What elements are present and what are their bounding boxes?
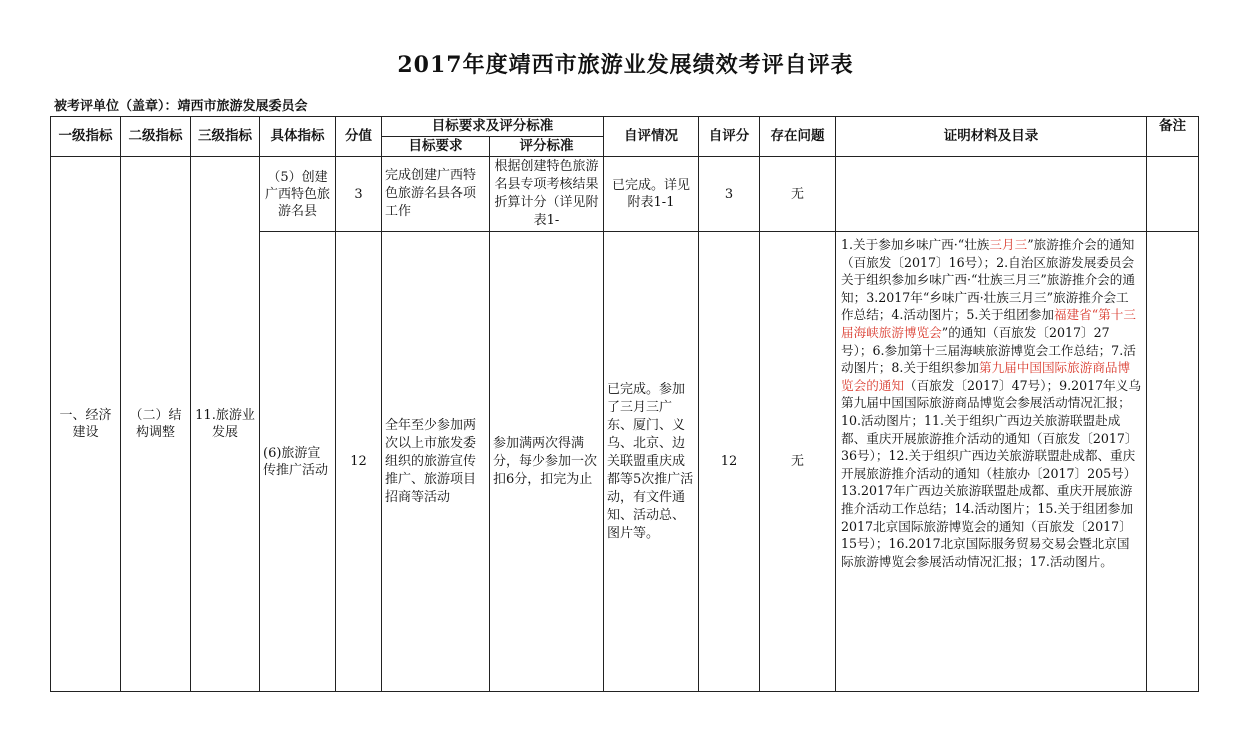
table-row xyxy=(51,157,1199,232)
proof-highlight: 第九届中国国际旅游商品博览会的通知 xyxy=(841,360,1131,393)
cell-self-score: 3 xyxy=(699,157,760,232)
cell-score: 12 xyxy=(336,232,382,692)
header-goal-std: 评分标准 xyxy=(490,137,604,157)
header-score: 分值 xyxy=(336,117,382,157)
cell-level1: 一、经济建设 xyxy=(51,157,121,692)
header-notes: 备注 xyxy=(1147,117,1199,157)
unit-label: 被考评单位（盖章）：靖西市旅游发展委员会 xyxy=(54,99,308,114)
header-goal-req: 目标要求 xyxy=(382,137,490,157)
cell-proof xyxy=(836,232,1147,692)
proof-text: ”旅游推介会的通知（百旅发〔2017〕16号）；2.自治区旅游发展委员会关于组织参加乡味广西·“壮族三月三”旅游推介会的通知；3.2017年“乡味广西·壮族三月三”旅游推介会工作总结；4.活动图片；5.关于组团参加 xyxy=(841,237,1135,323)
cell-indicator: (6)旅游宣传推广活动 xyxy=(260,232,336,692)
cell-level2: （二）结构调整 xyxy=(121,157,191,692)
proof-text: ”的通知（百旅发〔2017〕27号）；6.参加第十三届海峡旅游博览会工作总结；7.活动图片；8.关于组织参加 xyxy=(841,324,1136,376)
cell-indicator: （5）创建广西特色旅游名县 xyxy=(260,157,336,232)
cell-issues: 无 xyxy=(760,157,836,232)
cell-proof xyxy=(836,157,1147,232)
cell-goal-std: 根据创建特色旅游名县专项考核结果折算计分（详见附表1- xyxy=(490,157,604,232)
header-self-eval: 自评情况 xyxy=(604,117,699,157)
cell-self-eval: 已完成。参加了三月三广东、厦门、义乌、北京、边关联盟重庆成都等5次推广活动，有文件通知、活动总、图片等。 xyxy=(604,232,699,692)
proof-text: （百旅发〔2017〕47号）；9.2017年义乌第九届中国国际旅游商品博览会参展活动情况汇报；10.活动图片；11.关于组织广西边关旅游联盟赴成都、重庆开展旅游推介活动的通知（百旅发〔2017〕36号）；12.关于组织广西边关旅游联盟赴成都、重庆开展旅游推介活动的通知（桂旅办〔2017〕205号）13.2017年广西边关旅游联盟赴成都、重庆开展旅游推介活动工作总结；14.活动图片；15.关于组团参加2017北京国际旅游博览会的通知（百旅发〔2017〕15号）；16.2017北京国际服务贸易交易会暨北京国际旅游博览会参展活动情况汇报；17.活动图片。 xyxy=(841,377,1141,569)
cell-notes xyxy=(1147,232,1199,692)
cell-goal-req: 全年至少参加两次以上市旅发委组织的旅游宣传推广、旅游项目招商等活动 xyxy=(382,232,490,692)
header-issues: 存在问题 xyxy=(760,117,836,157)
header-proof: 证明材料及目录 xyxy=(836,117,1147,157)
header-indicator: 具体指标 xyxy=(260,117,336,157)
header-level1: 一级指标 xyxy=(51,117,121,157)
cell-goal-std: 参加满两次得满分，每少参加一次扣6分，扣完为止 xyxy=(490,232,604,692)
proof-text: 1.关于参加乡味广西·“壮族 xyxy=(841,237,990,252)
cell-notes xyxy=(1147,157,1199,232)
header-goal-group: 目标要求及评分标准 xyxy=(382,117,604,137)
cell-level3: 11.旅游业发展 xyxy=(191,157,260,692)
cell-goal-req: 完成创建广西特色旅游名县各项工作 xyxy=(382,157,490,232)
header-level2: 二级指标 xyxy=(121,117,191,157)
cell-issues: 无 xyxy=(760,232,836,692)
proof-highlight: 三月三 xyxy=(989,237,1028,252)
header-level3: 三级指标 xyxy=(191,117,260,157)
page-title: 2017年度靖西市旅游业发展绩效考评自评表 xyxy=(397,52,854,78)
header-self-score: 自评分 xyxy=(699,117,760,157)
cell-score: 3 xyxy=(336,157,382,232)
cell-self-eval: 已完成。详见附表1-1 xyxy=(604,157,699,232)
evaluation-table xyxy=(50,116,1199,692)
proof-highlight: 福建省“第十三届海峡旅游博览会 xyxy=(841,307,1136,340)
cell-self-score: 12 xyxy=(699,232,760,692)
